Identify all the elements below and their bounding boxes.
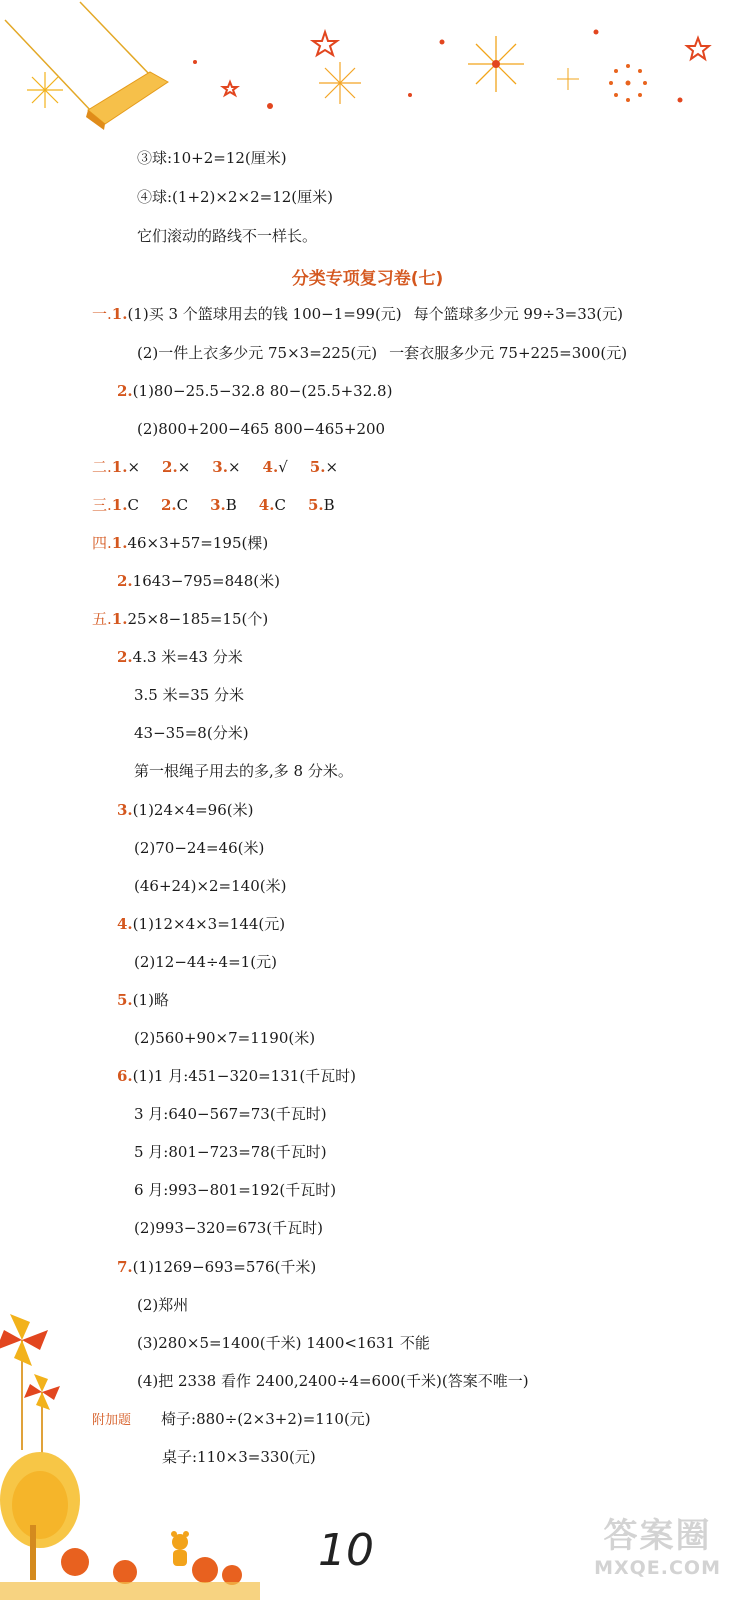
firework-icon xyxy=(27,72,63,108)
answer-text: (1)1269−693=576(千米) xyxy=(132,1258,317,1276)
question-line xyxy=(117,1066,356,1086)
question-line xyxy=(117,647,243,667)
question-number: 4. xyxy=(117,915,133,933)
answer-text: C xyxy=(274,496,286,514)
answer-text: (2)一件上衣多少元 75×3=225(元) xyxy=(137,344,378,362)
question-number: 2. xyxy=(162,458,178,476)
bonus-label: 附加题 xyxy=(92,1413,132,1428)
carry-line: 它们滚动的路线不一样长。 xyxy=(137,227,318,245)
answer-line: 43−35=8(分米) xyxy=(134,724,249,742)
question-number: 5. xyxy=(309,458,326,476)
answer-line: 3.5 米=35 分米 xyxy=(134,686,245,704)
answer-text: 46×3+57=195(棵) xyxy=(127,534,269,552)
question-line xyxy=(92,609,268,629)
answer-line: (2)70−24=46(米) xyxy=(134,839,265,857)
question-number: 1. xyxy=(111,458,128,476)
bear-icon xyxy=(171,1531,189,1566)
answer-line: (3)280×5=1400(千米) 1400<1631 不能 xyxy=(137,1334,430,1352)
answer-line: 桌子:110×3=330(元) xyxy=(162,1448,316,1466)
answer-line: (2)560+90×7=1190(米) xyxy=(134,1029,316,1047)
answer-text: × xyxy=(177,458,191,476)
question-number: 3. xyxy=(212,458,228,476)
section-title: 分类专项复习卷(七) xyxy=(291,269,444,289)
watermark-en: MXQE.COM xyxy=(594,1557,721,1579)
question-number: 2. xyxy=(117,572,133,590)
answer-text: (1)1 月:451−320=131(千瓦时) xyxy=(132,1067,357,1085)
answer-text: 一套衣服多少元 75+225=300(元) xyxy=(389,344,628,362)
question-line xyxy=(117,990,169,1010)
bottom-decoration xyxy=(0,1300,260,1600)
carry-line: ④球:(1+2)×2×2=12(厘米) xyxy=(137,188,333,206)
answer-text: 每个篮球多少元 99÷3=33(元) xyxy=(413,305,623,323)
top-decoration xyxy=(0,0,735,140)
question-line xyxy=(117,800,253,820)
question-number: 3. xyxy=(210,496,226,514)
bush-icon xyxy=(61,1548,242,1585)
firework-icon xyxy=(609,64,647,102)
question-number: 6. xyxy=(117,1067,133,1085)
watermark xyxy=(594,1508,721,1579)
answer-line xyxy=(137,343,627,363)
answer-text: (1)略 xyxy=(132,991,169,1009)
question-number: 4. xyxy=(258,496,275,514)
answer-text: 4.3 米=43 分米 xyxy=(132,648,243,666)
answer-line: 第一根绳子用去的多,多 8 分米。 xyxy=(134,762,353,780)
answer-text: (1)买 3 个篮球用去的钱 100−1=99(元) xyxy=(127,305,402,323)
answer-text: (1)12×4×3=144(元) xyxy=(132,915,286,933)
swing-seat-icon xyxy=(86,72,168,130)
answer-text: C xyxy=(176,496,189,514)
question-number: 1. xyxy=(111,305,128,323)
firework-icon xyxy=(557,68,579,90)
firework-icon xyxy=(319,62,361,104)
answer-text: C xyxy=(127,496,139,514)
answer-line: 3 月:640−567=73(千瓦时) xyxy=(134,1105,327,1123)
question-number: 2. xyxy=(160,496,177,514)
section-label: 二. xyxy=(92,458,112,476)
question-number: 7. xyxy=(117,1258,133,1276)
answer-line: 6 月:993−801=192(千瓦时) xyxy=(134,1181,337,1199)
section-label: 三. xyxy=(92,496,112,514)
watermark-cn: 答案圈 xyxy=(603,1516,712,1556)
star-icon xyxy=(223,32,709,95)
answer-text: B xyxy=(323,496,335,514)
question-number: 1. xyxy=(111,534,128,552)
answer-line: (2)郑州 xyxy=(137,1296,189,1314)
answer-text: × xyxy=(127,458,141,476)
answer-text: × xyxy=(227,458,241,476)
question-number: 5. xyxy=(117,991,133,1009)
answer-line: (2)993−320=673(千瓦时) xyxy=(134,1219,323,1237)
answer-text: 1643−795=848(米) xyxy=(132,572,280,590)
page-number: 10 xyxy=(318,1525,374,1576)
answer-line: (4)把 2338 看作 2400,2400÷4=600(千米)(答案不唯一) xyxy=(137,1372,529,1390)
answer-text: (1)24×4=96(米) xyxy=(132,801,254,819)
section-label: 一. xyxy=(92,305,112,323)
question-number: 3. xyxy=(117,801,133,819)
answer-text: √ xyxy=(278,458,288,476)
answer-line: (46+24)×2=140(米) xyxy=(134,877,287,895)
question-line xyxy=(117,1257,316,1277)
question-line xyxy=(117,381,392,401)
answer-line: (2)12−44÷4=1(元) xyxy=(134,953,277,971)
question-line xyxy=(117,914,285,934)
answer-line: (2)800+200−465 800−465+200 xyxy=(137,420,386,438)
question-line xyxy=(92,495,335,515)
answer-line: 5 月:801−723=78(千瓦时) xyxy=(134,1143,327,1161)
dot-icon xyxy=(193,30,683,110)
carry-line: ③球:10+2=12(厘米) xyxy=(137,149,287,167)
answer-text: × xyxy=(325,458,339,476)
question-number: 1. xyxy=(111,610,128,628)
section-label: 四. xyxy=(92,534,112,552)
answer-text: 25×8−185=15(个) xyxy=(127,610,269,628)
answer-text: 椅子:880÷(2×3+2)=110(元) xyxy=(161,1410,371,1428)
question-number: 5. xyxy=(307,496,324,514)
question-line xyxy=(92,457,338,477)
firework-icon xyxy=(468,36,524,92)
answer-text: B xyxy=(225,496,237,514)
question-number: 2. xyxy=(117,648,133,666)
question-line xyxy=(92,533,268,553)
answer-text: (1)80−25.5−32.8 80−(25.5+32.8) xyxy=(132,382,393,400)
question-number: 2. xyxy=(117,382,133,400)
question-line xyxy=(92,304,623,324)
question-number: 1. xyxy=(111,496,128,514)
section-label: 五. xyxy=(92,610,112,628)
question-line xyxy=(117,571,280,591)
question-number: 4. xyxy=(262,458,279,476)
